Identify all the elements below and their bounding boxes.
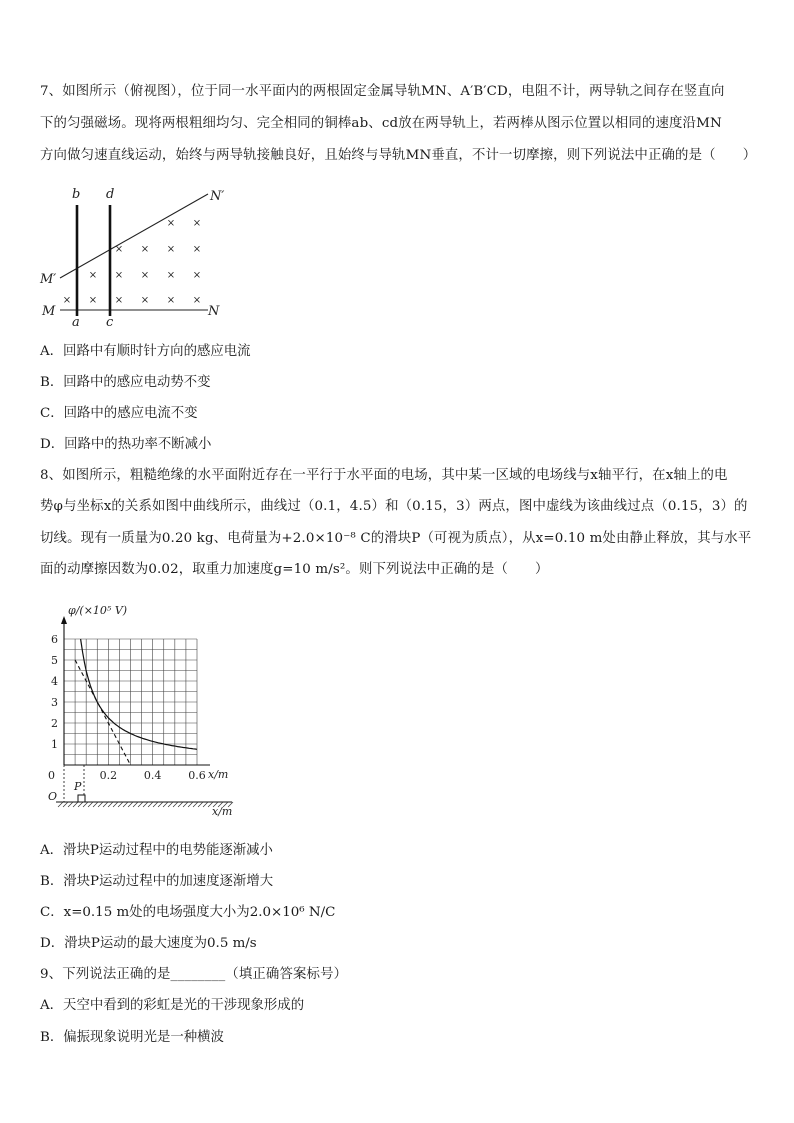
potential-chart (40, 598, 250, 823)
ground-hatching (58, 802, 233, 807)
rail-mn-prime (60, 194, 208, 278)
field-mark: × (140, 295, 150, 306)
potential-curve (81, 639, 197, 749)
hatch-stroke (138, 802, 143, 807)
field-mark: × (88, 270, 98, 281)
hatch-stroke (173, 802, 178, 807)
hatch-stroke (148, 802, 153, 807)
hatch-stroke (128, 802, 133, 807)
field-mark: × (62, 295, 72, 306)
hatch-stroke (168, 802, 173, 807)
q8-option-d: D．滑块P运动的最大速度为0.5 m/s (40, 936, 257, 951)
hatch-stroke (198, 802, 203, 807)
label-m-prime: M′ (40, 272, 57, 287)
field-mark: × (192, 244, 202, 255)
q8-text-line-2: 势φ与坐标x的关系如图中曲线所示，曲线过（0.1，4.5）和（0.15，3）两点，图中虚线为该曲线过点（0.15，3）的 (40, 499, 748, 514)
origin-label: O (48, 790, 58, 803)
q8-option-a: A．滑块P运动过程中的电势能逐渐减小 (40, 843, 273, 858)
x-axis-label-lower: x/m (212, 805, 233, 818)
q9-text-line-1: 9、下列说法正确的是________（填正确答案标号） (40, 967, 348, 982)
hatch-stroke (163, 802, 168, 807)
q7-rail-figure (36, 182, 236, 332)
slider-block (78, 795, 85, 802)
q8-text-line-4: 面的动摩擦因数为0.02，取重力加速度g=10 m/s²。则下列说法中正确的是（ ） (40, 562, 549, 577)
q7-option-d: D．回路中的热功率不断减小 (40, 437, 212, 452)
field-mark: × (192, 295, 202, 306)
label-c: c (106, 315, 114, 330)
q7-option-b: B．回路中的感应电动势不变 (40, 375, 211, 390)
x-axis-label: x/m (208, 768, 229, 781)
label-m: M (42, 304, 56, 319)
magnetic-field-marks (63, 218, 201, 306)
hatch-stroke (98, 802, 103, 807)
field-mark: × (140, 244, 150, 255)
q8-text-line-1: 8、如图所示，粗糙绝缘的水平面附近存在一平行于水平面的电场，其中某一区域的电场线与x轴平行，在x轴上的电 (40, 468, 728, 483)
y-tick-label: 5 (51, 654, 58, 667)
hatch-stroke (78, 802, 83, 807)
hatch-stroke (118, 802, 123, 807)
y-tick-label: 2 (51, 717, 58, 730)
x-tick-label: 0.4 (143, 769, 162, 782)
y-tick-label: 1 (51, 738, 58, 751)
chart-axes (61, 616, 210, 765)
q7-text-line-3: 方向做匀速直线运动，始终与两导轨接触良好，且始终与导轨MN垂直，不计一切摩擦，则下列说法中正确的是（ ） (40, 148, 757, 163)
field-mark: × (114, 295, 124, 306)
hatch-stroke (83, 802, 88, 807)
y-axis-label: φ/(×10⁵ V) (68, 604, 128, 617)
x-tick-label: 0.2 (99, 769, 118, 782)
slider-label: P (74, 780, 82, 793)
hatch-stroke (113, 802, 118, 807)
label-d: d (106, 187, 115, 202)
hatch-stroke (88, 802, 93, 807)
hatch-stroke (183, 802, 188, 807)
y-tick-label: 3 (51, 696, 58, 709)
hatch-stroke (63, 802, 68, 807)
hatch-stroke (158, 802, 163, 807)
hatch-stroke (178, 802, 183, 807)
hatch-stroke (143, 802, 148, 807)
y-tick-label: 4 (51, 675, 58, 688)
field-mark: × (192, 270, 202, 281)
zero-label: 0 (48, 769, 55, 782)
hatch-stroke (68, 802, 73, 807)
label-n-prime: N′ (210, 189, 225, 204)
field-mark: × (140, 270, 150, 281)
label-n: N (208, 304, 220, 319)
q9-option-b: B．偏振现象说明光是一种横波 (40, 1030, 224, 1045)
hatch-stroke (153, 802, 158, 807)
hatch-stroke (103, 802, 108, 807)
field-mark: × (88, 295, 98, 306)
hatch-stroke (58, 802, 63, 807)
q7-option-a: A．回路中有顺时针方向的感应电流 (40, 344, 251, 359)
q8-option-c: C．x=0.15 m处的电场强度大小为2.0×10⁶ N/C (40, 905, 336, 920)
field-mark: × (192, 218, 202, 229)
hatch-stroke (193, 802, 198, 807)
hatch-stroke (203, 802, 208, 807)
q7-text-line-2: 下的匀强磁场。现将两根粗细均匀、完全相同的铜棒ab、cd放在两导轨上，若两棒从图示位置以相同的速度沿MN (40, 116, 722, 131)
q8-option-b: B．滑块P运动过程中的加速度逐渐增大 (40, 874, 274, 889)
field-mark: × (114, 270, 124, 281)
hatch-stroke (123, 802, 128, 807)
hatch-stroke (93, 802, 98, 807)
field-mark: × (166, 218, 176, 229)
q8-text-line-3: 切线。现有一质量为0.20 kg、电荷量为+2.0×10⁻⁸ C的滑块P（可视为质点），从x=0.10 m处由静止释放，其与水平 (40, 531, 752, 546)
hatch-stroke (188, 802, 193, 807)
field-mark: × (166, 244, 176, 255)
hatch-stroke (133, 802, 138, 807)
field-mark: × (166, 295, 176, 306)
field-mark: × (114, 244, 124, 255)
q9-option-a: A．天空中看到的彩虹是光的干涉现象形成的 (40, 998, 305, 1013)
hatch-stroke (108, 802, 113, 807)
label-a: a (72, 315, 80, 330)
field-mark: × (166, 270, 176, 281)
q7-text-line-1: 7、如图所示（俯视图），位于同一水平面内的两根固定金属导轨MN、A′B′CD，电阻不计，两导轨之间存在竖直向 (40, 84, 725, 99)
x-tick-label: 0.6 (188, 769, 206, 782)
label-b: b (72, 187, 81, 202)
y-tick-label: 6 (51, 633, 58, 646)
q7-option-c: C．回路中的感应电流不变 (40, 406, 198, 421)
hatch-stroke (73, 802, 78, 807)
